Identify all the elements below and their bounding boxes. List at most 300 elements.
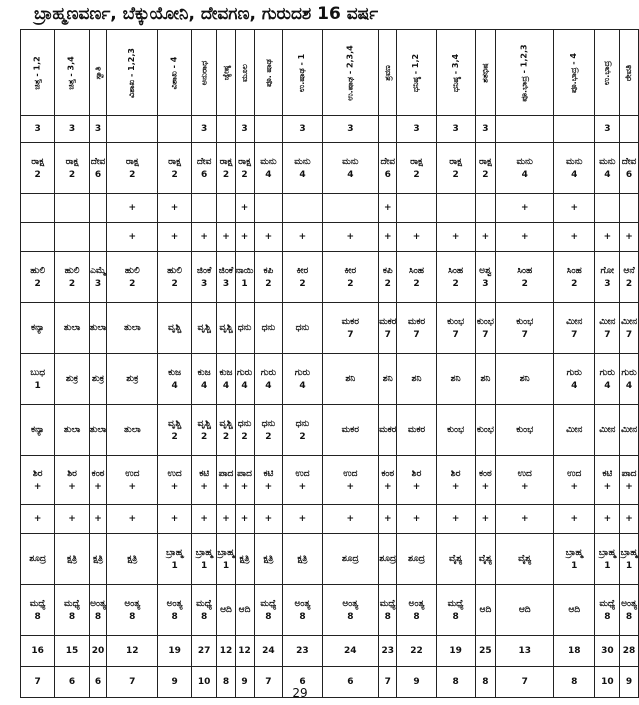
table-row [21,636,639,667]
cell-main: + [128,232,137,242]
cell-main: ಆದಿ [220,605,232,615]
table-cell [595,505,620,534]
table-cell [436,143,475,194]
table-cell [595,223,620,252]
table-cell [436,116,475,143]
cell-main: + [240,232,249,242]
cell-main: ಮಕರ [379,425,397,435]
table-cell [496,223,554,252]
column-header-label: ಶ್ರವಣ [382,64,392,81]
table-cell [217,252,235,303]
cell-main: 16 [31,646,44,656]
table-cell [254,252,283,303]
table-cell [620,505,638,534]
cell-main: 7 [521,677,528,687]
cell-main: ಅಂತ್ಯ [342,598,359,609]
cell-sub: 4 [571,380,578,391]
table-cell [55,143,89,194]
table-cell [89,534,107,585]
column-header-label: ಚಿತ್ತ - 3,4 [67,55,77,90]
cell-sub: 7 [384,329,391,340]
table-cell [475,534,495,585]
cell-main: ಧನು [295,323,310,333]
cell-sub: + [570,481,579,492]
table-cell [475,585,495,636]
table-cell [21,534,55,585]
cell-main: 13 [518,646,531,656]
table-cell [620,223,638,252]
table-cell [21,585,55,636]
table-cell [254,505,283,534]
table-cell [158,252,192,303]
table-cell [89,223,107,252]
cell-main: 9 [625,677,633,687]
cell-main: ಆದಿ [479,605,492,615]
table-cell [397,143,436,194]
cell-sub: + [68,481,76,492]
cell-sub: 4 [299,169,306,180]
table-cell [379,303,397,354]
cell-sub: 2 [171,169,178,180]
cell-main: + [94,514,102,524]
cell-sub: 4 [171,380,178,391]
cell-sub: 6 [384,169,391,180]
table-cell [89,636,107,667]
cell-main: ದೇವ [380,156,396,167]
table-cell [283,456,322,505]
cell-main: ಬುಧ [30,367,46,378]
table-cell [620,636,638,667]
table-cell [496,252,554,303]
cell-main: ಬ್ರಾಹ್ಮ [195,547,213,558]
table-cell [235,223,254,252]
cell-main: ಸಿಂಹ [517,265,533,276]
table-cell [379,505,397,534]
table-cell [475,354,495,405]
cell-sub: 2 [129,278,136,289]
table-cell [107,194,158,223]
table-cell [595,534,620,585]
cell-main: ಮಧ್ಯೆ [29,598,46,609]
table-cell [55,354,89,405]
table-cell [595,636,620,667]
cell-main: ಧನು [237,418,252,429]
cell-main: ಬ್ರಾಹ್ಮ [165,547,184,558]
table-cell [322,116,378,143]
table-cell [235,405,254,456]
table-cell [554,534,595,585]
table-cell [254,456,283,505]
table-cell [235,354,254,405]
table-cell [254,405,283,456]
table-cell [217,116,235,143]
cell-main: + [200,232,208,242]
table-cell [283,405,322,456]
column-header-label: ಪೂ.ಭಾದ್ರ - 4 [569,52,579,93]
table-cell [436,252,475,303]
cell-main: ಕುಂಭ [516,316,534,327]
cell-sub: + [240,481,249,492]
cell-main: 19 [168,646,181,656]
table-cell [620,116,638,143]
table-cell [475,252,495,303]
cell-sub: 2 [265,278,272,289]
cell-main: + [128,203,137,213]
cell-main: 7 [129,677,136,687]
table-cell [254,534,283,585]
cell-main: + [240,514,249,524]
cell-main: ಶಿರ [67,468,77,479]
table-cell [217,354,235,405]
cell-main: + [451,232,460,242]
cell-main: ಮಕರ [341,316,359,327]
cell-main: 3 [299,124,306,134]
table-cell [283,116,322,143]
table-cell [55,456,89,505]
table-cell [379,143,397,194]
column-header-label: ವಿಶಾಖ - 1,2,3 [127,47,137,98]
cell-main: ಹುಲಿ [124,265,140,276]
cell-main: 8 [571,677,578,687]
cell-main: ಗುರು [599,367,616,378]
table-cell [107,534,158,585]
cell-main: ಕ್ಷತ್ರಿ [93,554,104,564]
cell-main: ಕಂಠ [381,468,395,479]
cell-main: 28 [622,646,636,656]
page-number: 29 [292,686,308,700]
table-row [21,116,639,143]
cell-main: + [481,514,490,524]
cell-sub: 8 [265,611,272,622]
table-cell [235,456,254,505]
cell-sub: 8 [384,611,391,622]
table-cell [21,405,55,456]
table-cell [89,303,107,354]
table-cell [235,585,254,636]
table-cell [191,405,217,456]
table-cell [191,143,217,194]
table-cell [89,456,107,505]
cell-main: ಆದಿ [238,605,251,615]
table-cell [21,456,55,505]
cell-main: 3 [201,124,208,134]
table-cell [496,116,554,143]
table-cell [436,636,475,667]
cell-main: + [240,203,249,213]
cell-main: ಪಾದ [237,468,252,479]
table-cell [21,354,55,405]
cell-main: 22 [410,646,423,656]
cell-sub: 1 [171,560,178,571]
table-cell [283,143,322,194]
cell-main: ಶನಿ [450,374,461,384]
cell-main: 3 [34,124,41,134]
table-cell [595,456,620,505]
table-cell [235,252,254,303]
cell-sub: 4 [241,380,248,391]
cell-main: ದೇವ [196,156,212,167]
table-cell [283,252,322,303]
column-header-label: ಪೂ. ಷಾಢ [263,58,273,87]
cell-sub: 1 [571,560,578,571]
table-cell [496,354,554,405]
cell-sub: 8 [299,611,306,622]
cell-main: + [520,232,529,242]
cell-main: ಶೂದ್ರ [29,554,47,564]
cell-main: ಶೂದ್ರ [408,554,425,564]
cell-main: + [570,203,579,213]
table-cell [158,405,192,456]
table-cell [620,585,638,636]
cell-main: 7 [34,677,41,687]
table-cell [379,585,397,636]
cell-sub: + [298,481,307,492]
table-cell [397,116,436,143]
table-cell [554,505,595,534]
table-cell [379,116,397,143]
table-cell [158,534,192,585]
table-cell [158,636,192,667]
cell-main: ವೃಶ್ಚಿ [219,418,233,429]
table-cell [554,354,595,405]
cell-main: ಶನಿ [382,374,393,384]
cell-sub: 6 [625,169,633,180]
cell-sub: 4 [571,169,578,180]
table-cell [379,405,397,456]
cell-main: ಶಿರ [450,468,461,479]
cell-main: ಉದ [125,468,140,479]
cell-sub: 2 [241,169,248,180]
table-cell [397,405,436,456]
table-cell [254,585,283,636]
table-cell [235,636,254,667]
cell-main: ಕ್ಷತ್ರಿ [239,554,250,564]
cell-main: ಮಧ್ಯೆ [64,598,81,609]
cell-main: 3 [94,124,102,134]
table-cell [397,303,436,354]
cell-main: ರಾಕ್ಷ [125,156,139,167]
table-cell [620,354,638,405]
table-cell [397,354,436,405]
cell-main: 7 [265,677,272,687]
cell-sub: 1 [222,560,230,571]
cell-main: 6 [347,677,354,687]
cell-main: ಮೀನ [566,316,583,327]
cell-main: + [298,514,307,524]
cell-main: ಧನು [261,323,276,333]
table-cell [235,534,254,585]
cell-main: ಸಿಂಹ [448,265,464,276]
cell-sub: 2 [299,278,306,289]
table-cell [55,194,89,223]
cell-main: ಶನಿ [345,374,356,384]
cell-main: ಶುಕ್ರ [91,374,105,384]
column-header-label: ಪೂ.ಭಾದ್ರ - 1,2,3 [519,43,529,102]
cell-main: ಉದ [295,468,310,479]
cell-main: ಕುಜ [219,367,233,378]
cell-sub: + [451,481,460,492]
cell-sub: 7 [571,329,578,340]
cell-main: ಕ್ಷತ್ರಿ [67,554,78,564]
table-cell [191,354,217,405]
table-cell [322,303,378,354]
cell-main: ಕಂಠ [91,468,105,479]
table-cell [595,585,620,636]
table-cell [436,505,475,534]
cell-main: ತುಲಾ [123,425,141,435]
table-cell [107,252,158,303]
table-cell [397,252,436,303]
table-cell [254,636,283,667]
table-cell [397,194,436,223]
table-cell [235,505,254,534]
table-cell [322,636,378,667]
table-cell [158,223,192,252]
cell-sub: 4 [347,169,354,180]
cell-main: ಅಂತ್ಯ [294,598,311,609]
table-cell [475,143,495,194]
cell-main: ವೃಶ್ಚಿ [197,323,211,333]
cell-sub: 2 [201,431,208,442]
table-cell [283,585,322,636]
cell-main: + [570,514,579,524]
cell-main: ಸಿಂಹ [408,265,424,276]
cell-main: ವೈಶ್ಯ [518,554,532,564]
cell-main: ಜಿಂಕೆ [218,265,234,276]
table-cell [475,303,495,354]
table-cell [379,252,397,303]
cell-sub: 8 [452,611,459,622]
cell-main: 6 [94,677,102,687]
cell-main: 3 [482,124,489,134]
table-cell [217,505,235,534]
cell-main: ಮಧ್ಯೆ [599,598,616,609]
cell-main: ಮೀನ [599,425,616,435]
column-header [322,30,378,116]
table-cell [620,194,638,223]
table-cell [217,405,235,456]
cell-main: ಕನ್ಯಾ [30,425,45,435]
cell-main: + [603,232,612,242]
cell-sub: 8 [34,611,41,622]
cell-sub: 1 [241,278,248,289]
table-cell [620,252,638,303]
header-row [21,30,639,116]
cell-sub: 2 [129,169,136,180]
table-cell [89,354,107,405]
table-cell [322,534,378,585]
table-cell [620,143,638,194]
cell-main: 3 [413,124,420,134]
cell-main: ಗುರು [621,367,637,378]
table-cell [107,456,158,505]
column-header-label: ಮೂಲ [239,63,249,82]
column-header [379,30,397,116]
table-row [21,505,639,534]
cell-main: + [222,514,230,524]
cell-main: ವೃಶ್ಚಿ [167,323,182,333]
cell-sub: 2 [171,278,178,289]
table-row [21,585,639,636]
cell-main: + [346,232,355,242]
column-header-label: ಧನಿಷ್ಠ - 1,2 [411,53,421,92]
cell-sub: 1 [625,560,633,571]
cell-main: ವೃಶ್ಚಿ [219,323,233,333]
cell-main: + [383,514,392,524]
table-cell [397,223,436,252]
table-cell [191,116,217,143]
column-header-label: ಚಿತ್ತ - 1,2 [32,55,42,90]
table-cell [55,303,89,354]
cell-main: ಮಕರ [407,316,426,327]
table-cell [217,534,235,585]
cell-main: ಆದಿ [568,605,581,615]
cell-main: 12 [219,646,233,656]
cell-main: + [170,514,179,524]
table-cell [254,116,283,143]
table-row [21,303,639,354]
cell-sub: 1 [604,560,611,571]
cell-main: ತುಲಾ [89,323,107,333]
table-cell [254,143,283,194]
cell-main: ಮನು [599,156,616,167]
table-cell [322,223,378,252]
table-cell [436,456,475,505]
cell-main: ಅಂತ್ಯ [621,598,638,609]
cell-sub: 2 [571,278,578,289]
cell-main: + [128,514,137,524]
cell-sub: 2 [299,431,306,442]
table-cell [283,636,322,667]
table-cell [397,534,436,585]
table-cell [620,456,638,505]
cell-main: ಕಟಿ [263,468,274,479]
table-cell [283,194,322,223]
cell-main: + [33,514,42,524]
cell-main: ಶನಿ [411,374,422,384]
cell-main: 8 [482,677,489,687]
table-cell [322,252,378,303]
cell-main: ಕುಂಭ [447,316,465,327]
cell-main: ಮಕರ [407,425,426,435]
table-cell [158,456,192,505]
table-cell [475,223,495,252]
table-cell [436,534,475,585]
cell-sub: 4 [604,169,611,180]
cell-sub: 4 [625,380,633,391]
cell-sub: 8 [94,611,102,622]
cell-sub: 2 [384,278,391,289]
column-header-label: ಧನಿಷ್ಠ - 3,4 [450,53,460,92]
table-cell [436,585,475,636]
table-cell [55,585,89,636]
cell-main: ಮಧ್ಯೆ [447,598,464,609]
table-row [21,223,639,252]
cell-main: ಗುರು [294,367,311,378]
cell-main: ಅಂತ್ಯ [124,598,141,609]
cell-main: ಅಂತ್ಯ [408,598,425,609]
cell-sub: 2 [241,431,248,442]
cell-main: ಶಿರ [32,468,43,479]
cell-main: ಶುಕ್ರ [65,374,79,384]
table-cell [496,456,554,505]
cell-main: ಧನು [237,323,252,333]
cell-main: ಪಾದ [621,468,637,479]
cell-sub: 7 [413,329,420,340]
cell-main: ಗುರು [566,367,582,378]
table-cell [89,252,107,303]
cell-main: ಕುಜ [197,367,211,378]
